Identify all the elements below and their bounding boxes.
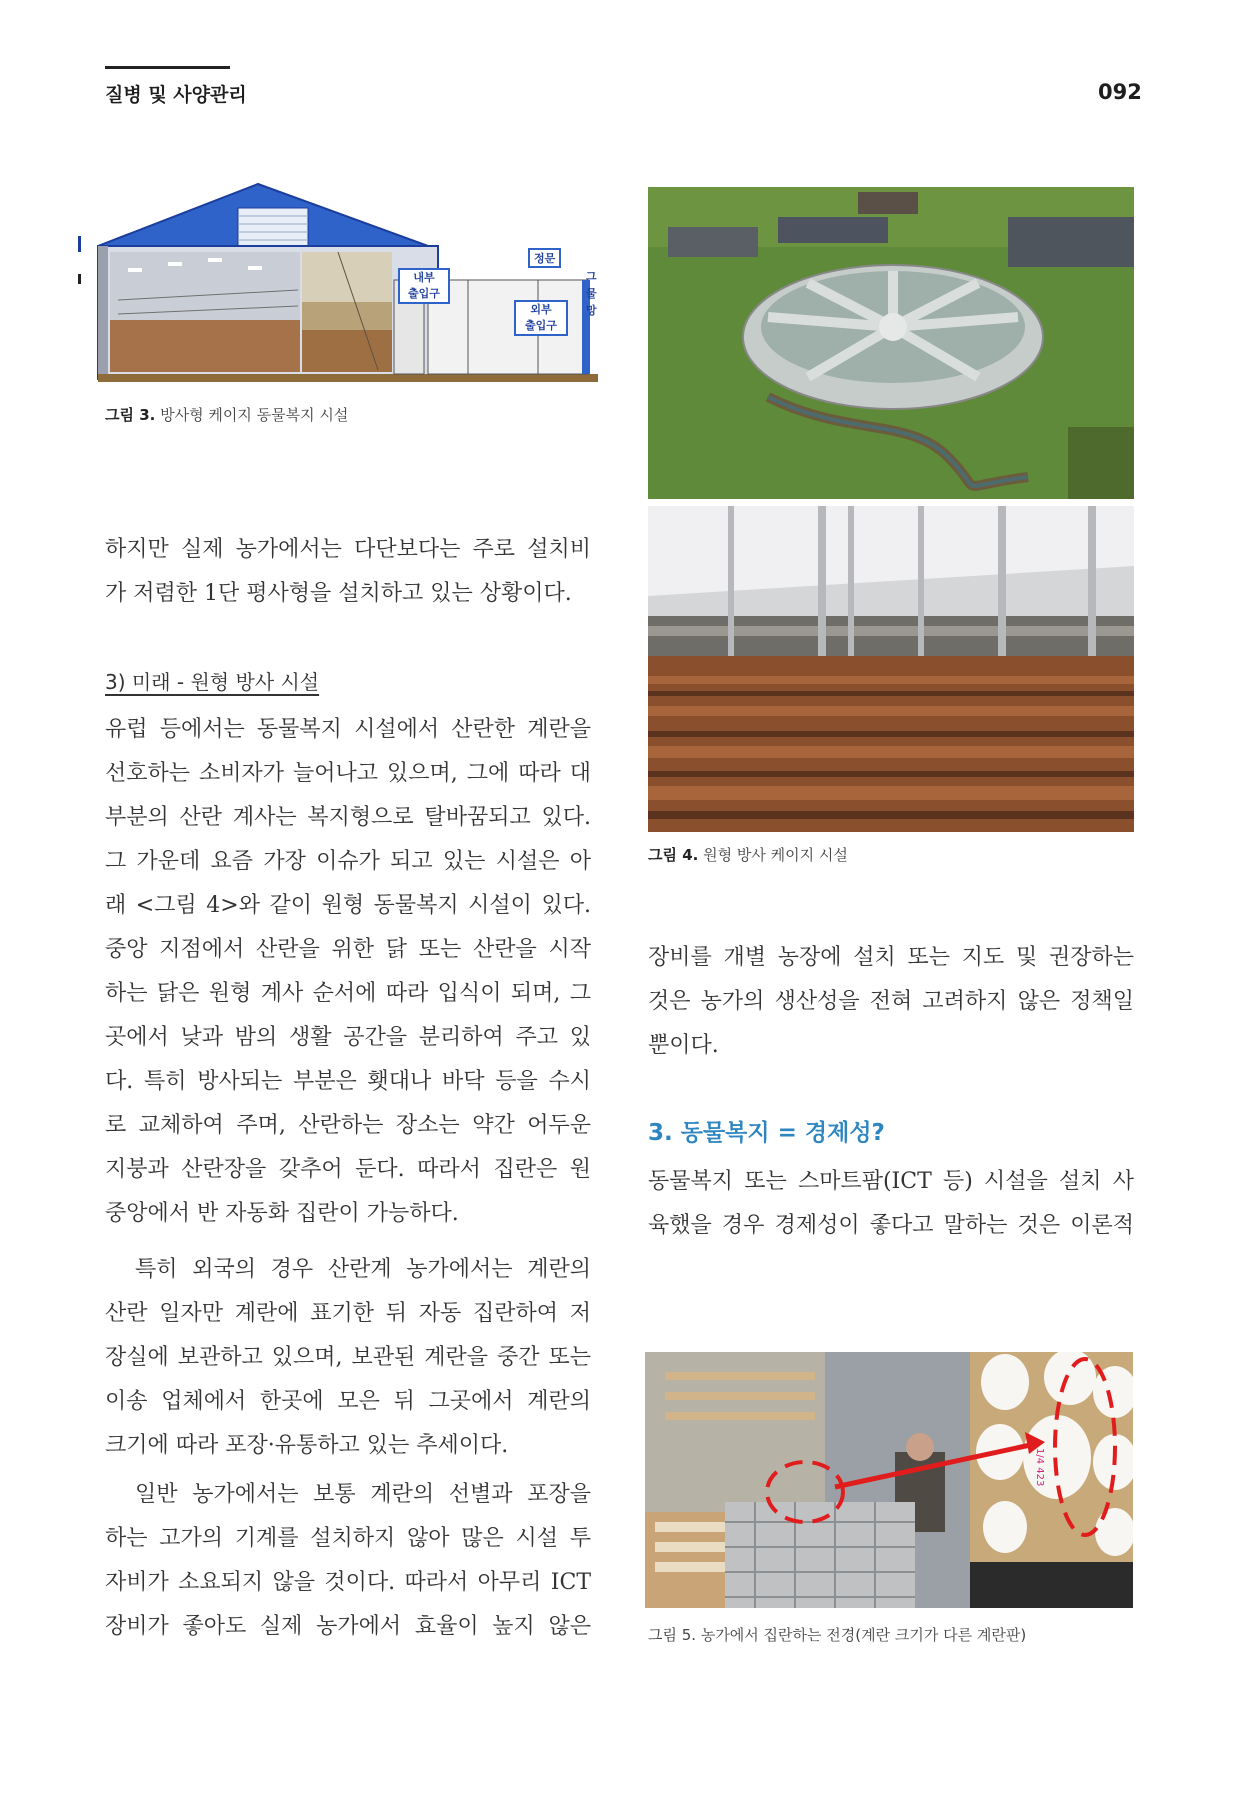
- figure-5-photo: [645, 1352, 1133, 1608]
- text-line: 부분의 산란 계사는 복지형으로 탈바꿈되고 있다.: [105, 805, 591, 830]
- subheading-future-facility: 3) 미래 - 원형 방사 시설: [105, 670, 320, 694]
- text-line: 유럽 등에서는 동물복지 시설에서 산란한 계란을: [105, 717, 591, 742]
- left-paragraph-4: [105, 1473, 591, 1649]
- roof-vent: [238, 208, 308, 248]
- left-paragraph-3: [105, 1248, 591, 1468]
- text-line: 다. 특히 방사되는 부분은 횃대나 바닥 등을 수시: [105, 1069, 591, 1094]
- right-paragraph-1: [648, 936, 1134, 1068]
- text-line: 것은 농가의 생산성을 전혀 고려하지 않은 정책일: [648, 989, 1134, 1014]
- text-line: 장실에 보관하고 있으며, 보관된 계란을 중간 또는: [105, 1345, 591, 1370]
- egg-stamp-text: 1/4 423: [1034, 1448, 1045, 1487]
- figure-4-caption: 그림 4. 원형 방사 케이지 시설: [648, 846, 848, 864]
- figure-5-caption: 그림 5. 농가에서 집란하는 전경(계란 크기가 다른 계란판): [648, 1626, 1027, 1644]
- text-line: 가 저렴한 1단 평사형을 설치하고 있는 상황이다.: [105, 581, 572, 606]
- left-wall: [98, 246, 108, 379]
- left-paragraph-2: [105, 708, 591, 1236]
- text-line: 육했을 경우 경제성이 좋다고 말하는 것은 이론적: [648, 1213, 1134, 1238]
- left-paragraph-1: [105, 528, 591, 616]
- figure-3: [78, 180, 608, 390]
- text-line: 중앙에서 반 자동화 집란이 가능하다.: [105, 1201, 459, 1226]
- text-line: 그 가운데 요즘 가장 이슈가 되고 있는 시설은 아: [105, 849, 591, 874]
- text-line: 곳에서 낮과 밤의 생활 공간을 분리하여 주고 있: [105, 1025, 591, 1050]
- label-net: 그 물 망: [586, 270, 597, 317]
- text-line: 하지만 실제 농가에서는 다단보다는 주로 설치비: [105, 537, 591, 562]
- barn-diagram: [78, 180, 608, 390]
- section-title: 질병 및 사양관리: [105, 84, 247, 106]
- header-rule: [105, 66, 230, 69]
- text-line: 선호하는 소비자가 늘어나고 있으며, 그에 따라 대: [105, 761, 591, 786]
- text-line: 중앙 지점에서 산란을 위한 닭 또는 산란을 시작: [105, 937, 591, 962]
- label-inner-entrance: 내부 출입구: [398, 268, 450, 304]
- figure-4-interior-photo: [648, 506, 1134, 832]
- text-line: 지붕과 산란장을 갖추어 둔다. 따라서 집란은 원: [105, 1157, 591, 1182]
- label-main-gate: 정문: [528, 248, 561, 268]
- text-line: 래 <그림 4>와 같이 원형 동물복지 시설이 있다.: [105, 893, 591, 918]
- text-line: 장비가 좋아도 실제 농가에서 효율이 높지 않은: [105, 1614, 591, 1639]
- text-line: 이송 업체에서 한곳에 모은 뒤 그곳에서 계란의: [105, 1389, 591, 1414]
- text-line: 장비를 개별 농장에 설치 또는 지도 및 권장하는: [648, 945, 1134, 970]
- text-line: 산란 일자만 계란에 표기한 뒤 자동 집란하여 저: [105, 1301, 591, 1326]
- section-heading: 3. 동물복지 = 경제성?: [648, 1120, 885, 1146]
- text-line: 동물복지 또는 스마트팜(ICT 등) 시설을 설치 사: [648, 1169, 1134, 1194]
- page-number: 092: [1098, 80, 1142, 104]
- text-line: 로 교체하여 주며, 산란하는 장소는 약간 어두운: [105, 1113, 591, 1138]
- label-outer-entrance: 외부 출입구: [514, 300, 568, 336]
- floor: [98, 374, 598, 382]
- text-line: 크기에 따라 포장·유통하고 있는 추세이다.: [105, 1433, 509, 1458]
- text-line: 하는 닭은 원형 계사 순서에 따라 입식이 되며, 그: [105, 981, 591, 1006]
- text-line: 하는 고가의 기계를 설치하지 않아 많은 시설 투: [105, 1526, 591, 1551]
- figure-4-aerial-photo: [648, 187, 1134, 499]
- text-line: 자비가 소요되지 않을 것이다. 따라서 아무리 ICT: [105, 1570, 591, 1595]
- text-line: 뿐이다.: [648, 1033, 719, 1058]
- text-line: 특히 외국의 경우 산란계 농가에서는 계란의: [135, 1257, 591, 1282]
- text-line: 일반 농가에서는 보통 계란의 선별과 포장을: [135, 1482, 591, 1507]
- figure-3-caption: 그림 3. 방사형 케이지 동물복지 시설: [105, 406, 349, 424]
- right-paragraph-2: [648, 1160, 1134, 1248]
